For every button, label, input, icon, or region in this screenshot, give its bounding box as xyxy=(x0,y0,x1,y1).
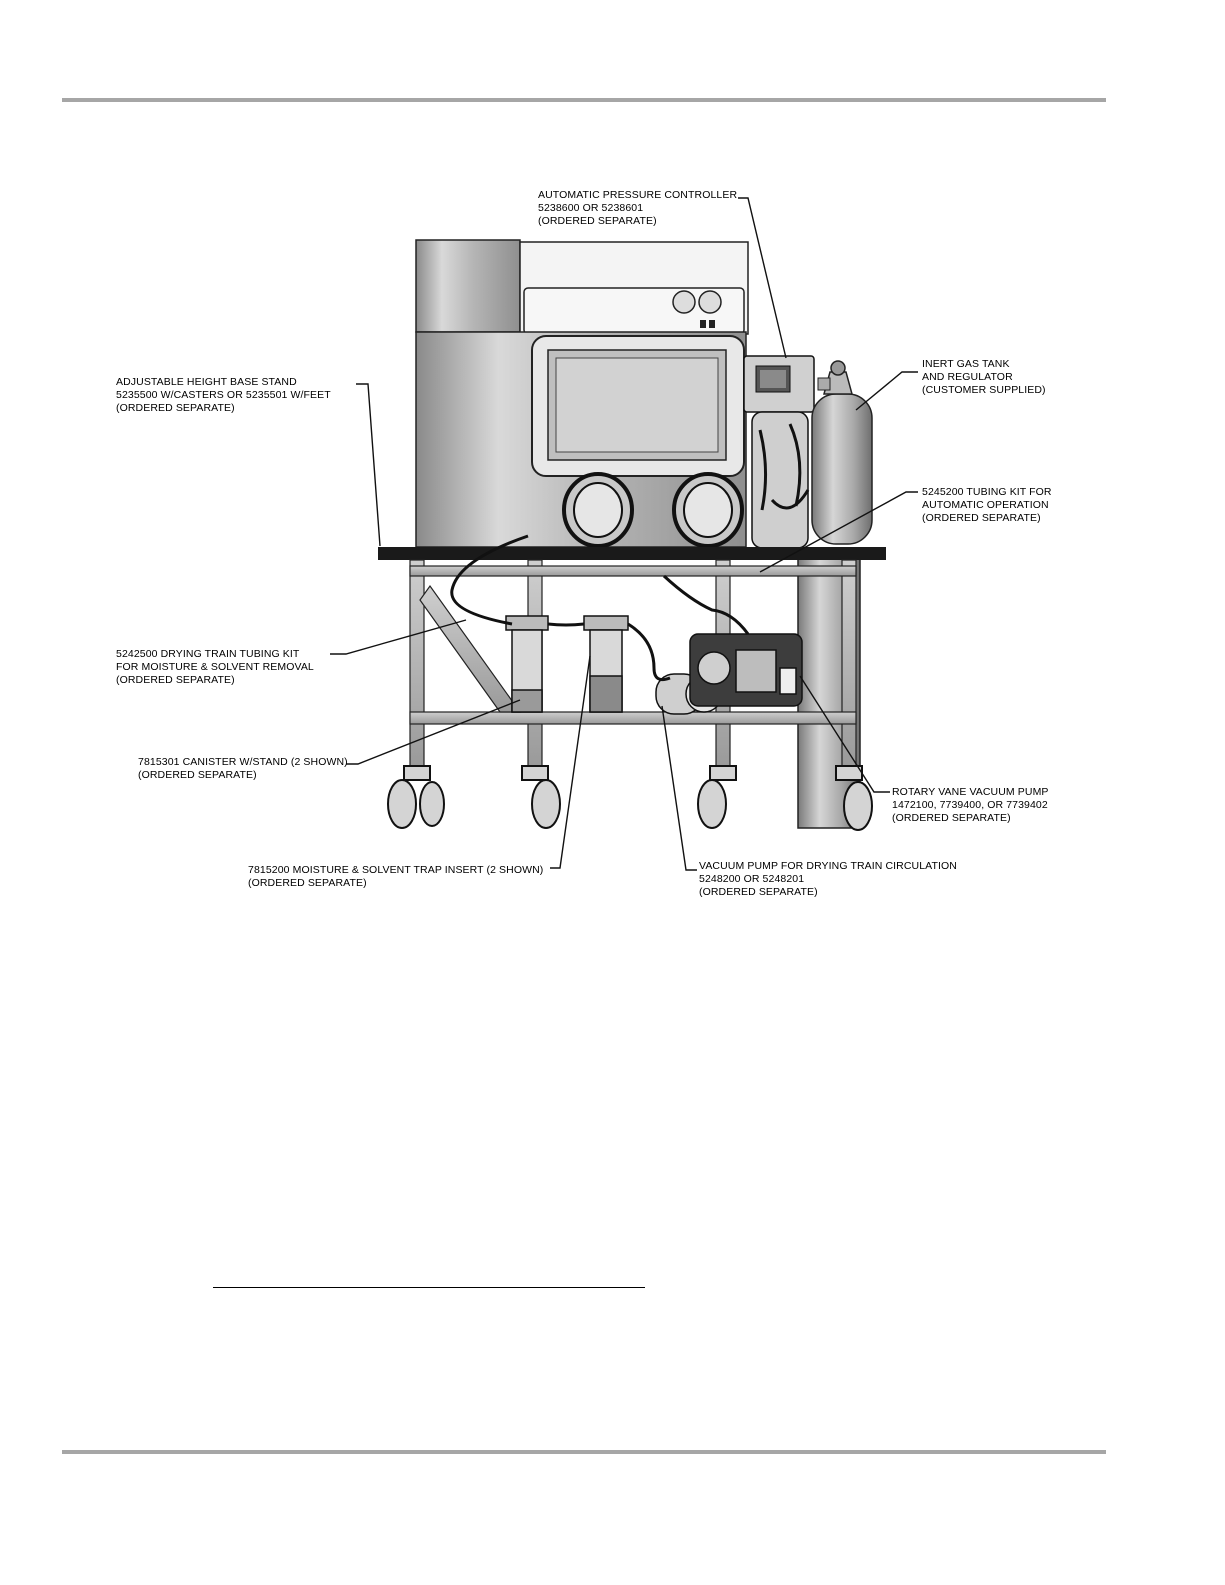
callout-tubing-kit xyxy=(922,486,1052,525)
callout-line: VACUUM PUMP FOR DRYING TRAIN CIRCULATION xyxy=(699,860,957,872)
callout-line: (ORDERED SEPARATE) xyxy=(248,877,367,889)
callout-line: (ORDERED SEPARATE) xyxy=(892,812,1011,824)
pressure-controller-unit xyxy=(744,356,814,412)
callout-line: 5245200 TUBING KIT FOR xyxy=(922,486,1052,498)
callout-canister xyxy=(138,756,348,782)
callout-line: ADJUSTABLE HEIGHT BASE STAND xyxy=(116,376,297,388)
callout-line: (ORDERED SEPARATE) xyxy=(922,512,1041,524)
table-top xyxy=(378,547,886,560)
callout-line: FOR MOISTURE & SOLVENT REMOVAL xyxy=(116,661,314,673)
callout-line: 5235500 W/CASTERS OR 5235501 W/FEET xyxy=(116,389,331,401)
callout-line: (ORDERED SEPARATE) xyxy=(138,769,257,781)
callout-line: 5242500 DRYING TRAIN TUBING KIT xyxy=(116,648,300,660)
callout-gas-tank xyxy=(922,358,1046,397)
footnote-separator xyxy=(213,1287,645,1288)
callout-line: 7815200 MOISTURE & SOLVENT TRAP INSERT (2 SHOWN) xyxy=(248,864,544,876)
callout-trap-insert xyxy=(248,864,543,890)
callout-line: AUTOMATIC PRESSURE CONTROLLER xyxy=(538,189,738,201)
callout-line: 5238600 OR 5238601 xyxy=(538,202,644,214)
callout-line: (CUSTOMER SUPPLIED) xyxy=(922,384,1046,396)
canister-right xyxy=(584,616,628,712)
callout-line: 7815301 CANISTER W/STAND (2 SHOWN) xyxy=(138,756,348,768)
callout-drying-train xyxy=(116,648,314,687)
callout-pressure-controller xyxy=(538,189,737,228)
callout-line: 1472100, 7739400, OR 7739402 xyxy=(892,799,1048,811)
glove-port-left xyxy=(564,474,632,546)
callout-line: (ORDERED SEPARATE) xyxy=(116,674,235,686)
callout-line: (ORDERED SEPARATE) xyxy=(538,215,657,227)
callout-line: 5248200 OR 5248201 xyxy=(699,873,805,885)
rotary-vane-vacuum-pump xyxy=(690,634,802,706)
controller-tubing-assembly xyxy=(752,412,808,548)
callout-base-stand xyxy=(116,376,331,415)
footer-rule xyxy=(62,1450,1106,1454)
callout-line: ROTARY VANE VACUUM PUMP xyxy=(892,786,1049,798)
gauge-panel xyxy=(524,288,744,334)
callout-rotary-pump xyxy=(892,786,1049,825)
callout-line: INERT GAS TANK xyxy=(922,358,1010,370)
callout-line: AUTOMATIC OPERATION xyxy=(922,499,1049,511)
callout-line: AND REGULATOR xyxy=(922,371,1013,383)
callout-circulation-pump xyxy=(699,860,957,899)
gas-cylinder xyxy=(798,361,872,828)
callout-line: (ORDERED SEPARATE) xyxy=(116,402,235,414)
callout-line: (ORDERED SEPARATE) xyxy=(699,886,818,898)
glove-port-right xyxy=(674,474,742,546)
canister-left xyxy=(506,616,548,712)
